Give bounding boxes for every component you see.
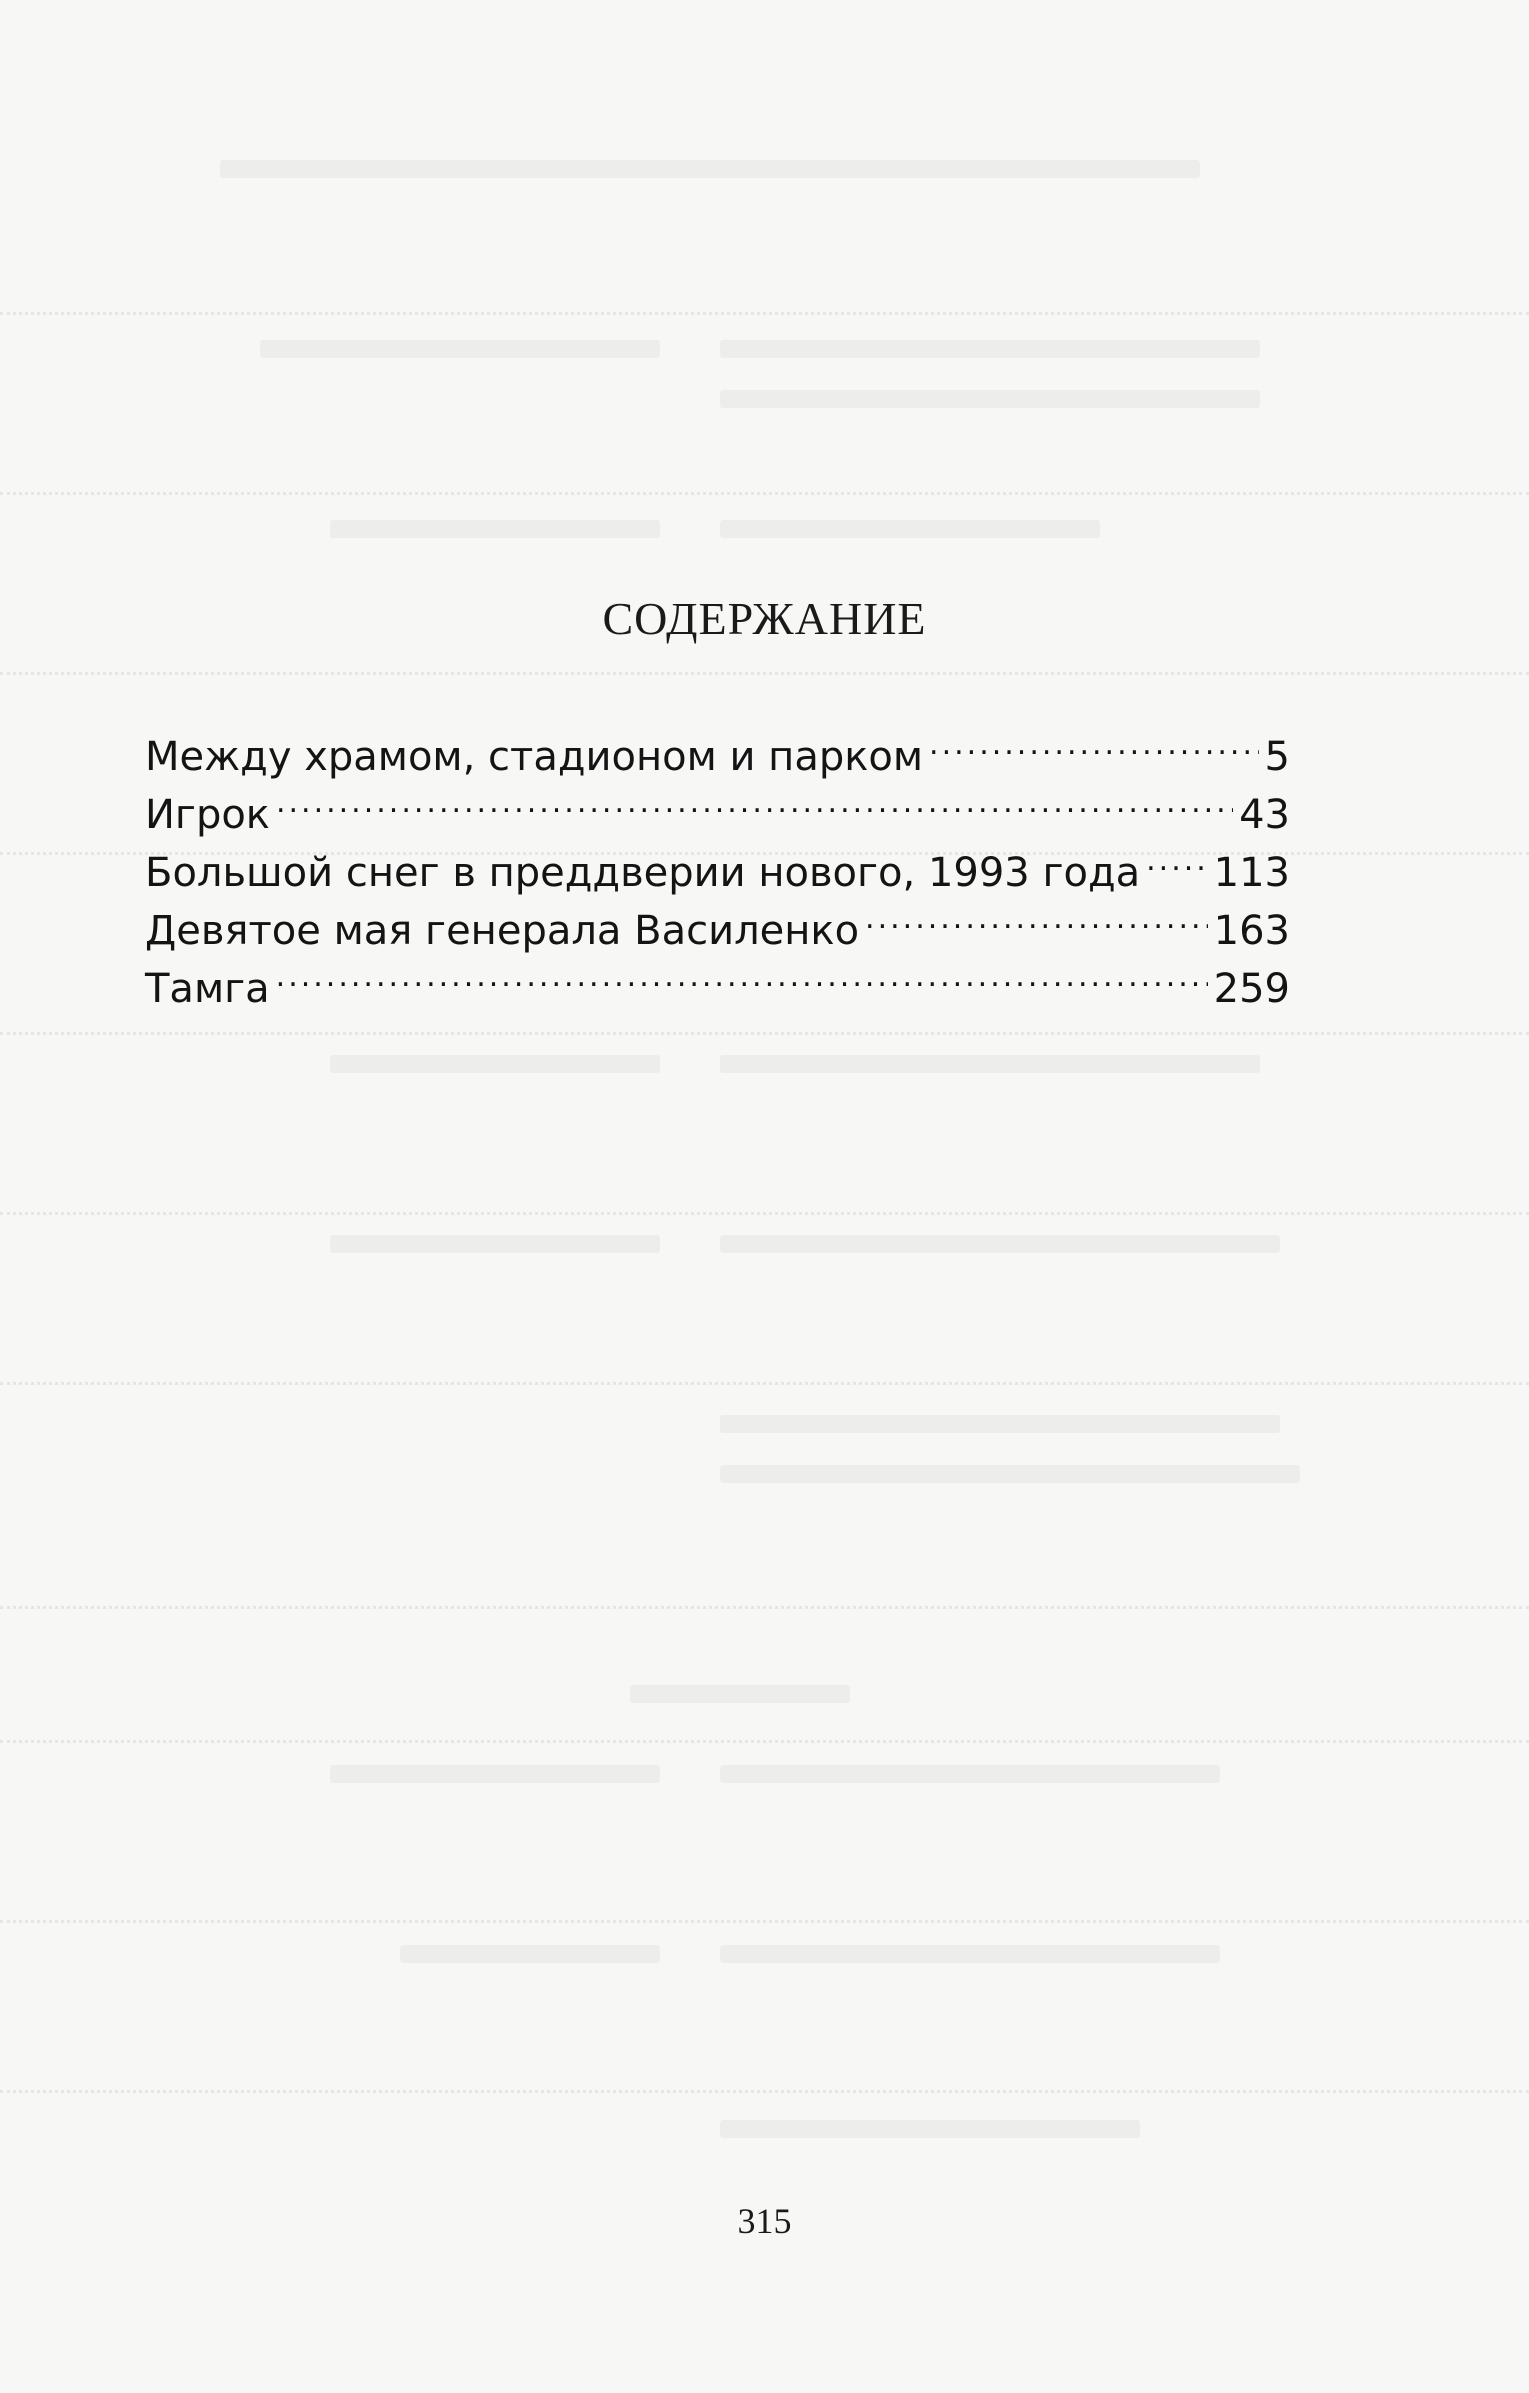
dot-leader bbox=[1146, 828, 1208, 886]
toc-entry[interactable] bbox=[145, 770, 1290, 838]
toc-entry[interactable] bbox=[145, 712, 1290, 780]
dot-leader bbox=[276, 944, 1208, 1002]
toc-entry-title: Девятое мая генерала Василенко bbox=[145, 908, 860, 954]
toc-entry-page: 113 bbox=[1213, 850, 1290, 896]
toc-list bbox=[145, 712, 1290, 1012]
toc-entry-title: Игрок bbox=[145, 792, 270, 838]
toc-entry-title: Большой снег в преддверии нового, 1993 года bbox=[145, 850, 1141, 896]
dot-leader bbox=[929, 712, 1259, 770]
toc-entry-title: Тамга bbox=[145, 966, 270, 1012]
toc-entry-page: 163 bbox=[1213, 908, 1290, 954]
dot-leader bbox=[865, 886, 1208, 944]
toc-entry-title: Между храмом, стадионом и парком bbox=[145, 734, 924, 780]
toc-entry-page: 43 bbox=[1239, 792, 1290, 838]
toc-entry-page: 5 bbox=[1264, 734, 1290, 780]
toc-entry[interactable] bbox=[145, 944, 1290, 1012]
toc-heading: СОДЕРЖАНИЕ bbox=[602, 593, 927, 644]
dot-leader bbox=[276, 770, 1233, 828]
toc-entry-page: 259 bbox=[1213, 966, 1290, 1012]
page-number: 315 bbox=[737, 2201, 792, 2241]
toc-entry[interactable] bbox=[145, 828, 1290, 896]
